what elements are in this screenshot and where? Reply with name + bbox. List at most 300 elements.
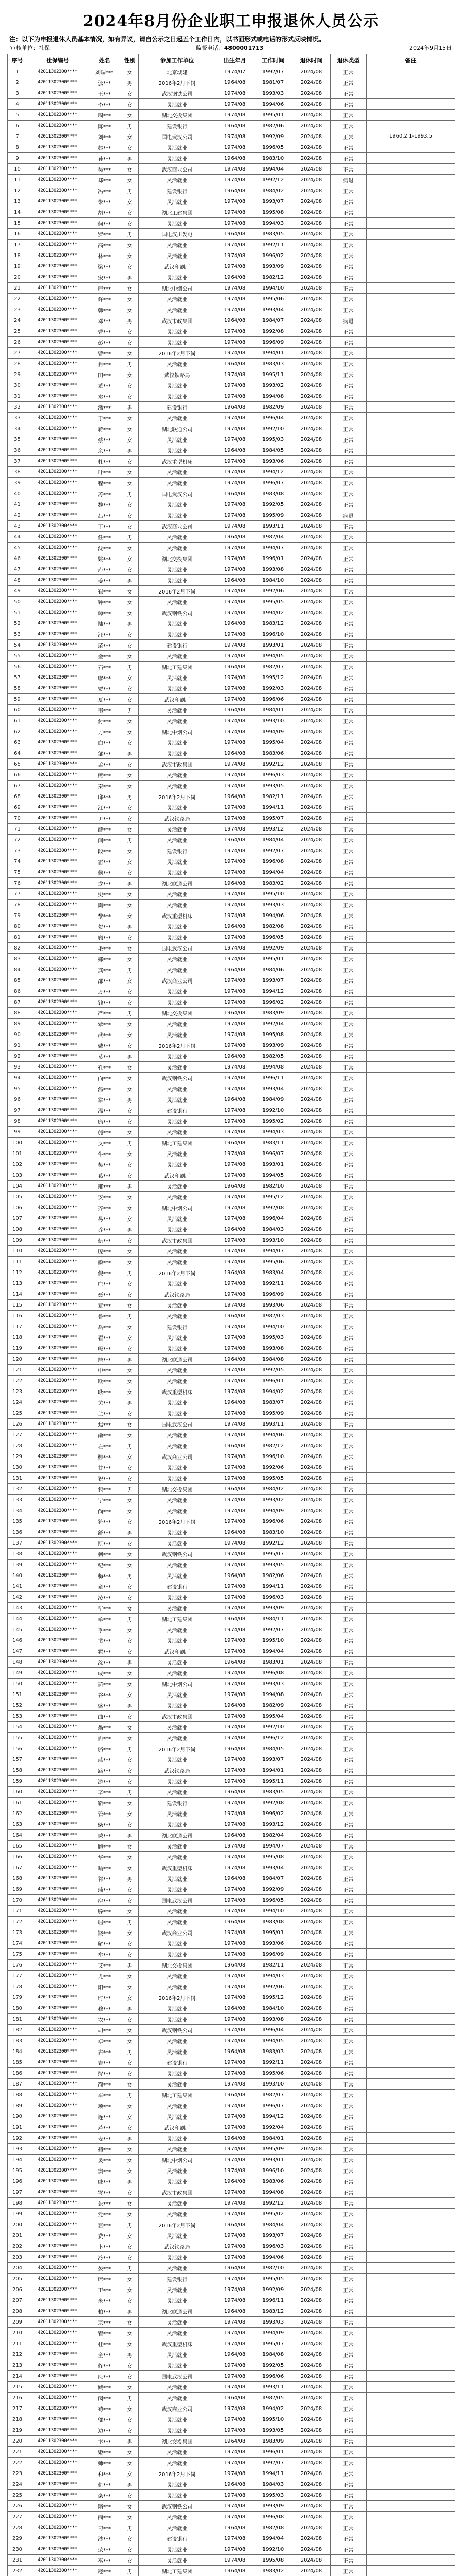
table-cell: 1974/08 [216,1733,254,1743]
table-cell: 42011302300**** [27,781,88,791]
table-cell: 解*** [88,1938,121,1949]
table-cell: 64 [8,748,27,759]
table-cell: 1993/10 [254,2079,292,2090]
table-cell: 42011302300**** [27,1927,88,1938]
table-cell: 沈*** [88,543,121,553]
table-cell: 正常 [331,66,367,77]
table-cell: 正常 [331,889,367,900]
table-cell: 正常 [331,434,367,445]
table-cell: 女 [121,1246,139,1257]
table-cell: 2024/08 [292,2447,331,2458]
table-cell: 1974/08 [216,543,254,553]
table-row [8,2155,455,2165]
table-cell: 1974/08 [216,1170,254,1181]
table-cell: 42011302300**** [27,964,88,975]
table-cell: 2024/08 [292,2328,331,2338]
table-cell: 易*** [88,1213,121,1224]
table-cell: 1964/08 [216,1657,254,1668]
table-cell: 党*** [88,2209,121,2219]
table-cell: 女 [121,294,139,304]
table-cell: 189 [8,2100,27,2111]
table-cell: 42011302300**** [27,1094,88,1105]
table-cell: 1974/08 [216,975,254,986]
table-cell: 42011302300**** [27,651,88,662]
table-row [8,1776,455,1787]
table-cell: 女 [121,1711,139,1722]
table-cell: 2024/08 [292,1830,331,1841]
table-cell: 灵活就业 [139,2252,216,2263]
table-cell: 1974/08 [216,900,254,910]
table-cell: 2024/08 [292,1440,331,1451]
table-cell: 正常 [331,2219,367,2230]
table-cell: 女 [121,1419,139,1430]
table-cell: 姬*** [88,2447,121,2458]
table-cell: 卞*** [88,2436,121,2447]
table-cell [367,1267,455,1278]
table-cell: 裴*** [88,1635,121,1646]
table-cell [367,1862,455,1873]
table-cell: 42011302300**** [27,1787,88,1798]
table-cell: 正常 [331,964,367,975]
table-cell: 1974/08 [216,932,254,943]
table-cell: 42011302300**** [27,2555,88,2566]
table-cell: 1974/08 [216,207,254,218]
table-cell: 42011302300**** [27,1397,88,1408]
table-cell: 42011302300**** [27,975,88,986]
table-cell: 1964/08 [216,1094,254,1105]
table-cell: 1982/09 [254,1700,292,1711]
table-cell: 1995/10 [254,889,292,900]
table-cell: 1984/01 [254,2133,292,2144]
table-cell: 1974/08 [216,1808,254,1819]
table-cell: 灵活就业 [139,2328,216,2338]
table-cell: 女 [121,1549,139,1560]
table-cell [367,1019,455,1029]
table-cell: 2024/08 [292,986,331,997]
table-row [8,99,455,110]
table-cell: 女 [121,932,139,943]
table-cell: 115 [8,1300,27,1311]
table-cell: 女 [121,2490,139,2501]
table-cell: 1974/08 [216,1148,254,1159]
table-row [8,597,455,607]
table-cell: 24 [8,315,27,326]
table-cell: 灵活就业 [139,683,216,694]
table-cell [367,1992,455,2003]
table-cell: 灵活就业 [139,445,216,456]
table-cell: 210 [8,2328,27,2338]
table-cell: 舒*** [88,1527,121,1538]
table-cell: 祁*** [88,1873,121,1884]
table-cell: 灵活就业 [139,1624,216,1635]
table-cell: 56 [8,662,27,672]
table-cell [367,391,455,402]
table-cell: 1992/09 [254,943,292,954]
table-cell: 尤*** [88,1971,121,1981]
table-cell: 1982/11 [254,791,292,802]
table-cell: 127 [8,1430,27,1440]
table-cell: 正常 [331,142,367,153]
table-cell: 女 [121,1884,139,1895]
table-cell: 邬*** [88,2414,121,2425]
table-cell: 女 [121,1906,139,1917]
table-cell: 韦*** [88,705,121,716]
table-cell: 42011302300**** [27,1798,88,1808]
table-cell: 2024/08 [292,1679,331,1689]
table-cell: 正常 [331,2317,367,2328]
table-cell: 耿*** [88,1386,121,1397]
table-cell: 正常 [331,824,367,835]
table-cell: 2024/08 [292,1938,331,1949]
table-row [8,694,455,705]
table-cell: 罗*** [88,229,121,240]
table-cell: 女 [121,1040,139,1051]
table-cell: 1974/08 [216,867,254,878]
table-cell: 42011302300**** [27,1440,88,1451]
table-cell [367,586,455,597]
table-row [8,153,455,164]
table-cell: 2024/08 [292,1668,331,1679]
table-cell: 42011302300**** [27,1332,88,1343]
table-cell: 2024/08 [292,229,331,240]
table-cell: 2024/08 [292,304,331,315]
table-cell [367,845,455,856]
table-cell: 彭*** [88,337,121,348]
table-cell: 1983/12 [254,2306,292,2317]
table-cell: 42011302300**** [27,1029,88,1040]
table-row [8,250,455,261]
table-cell: 灵活就业 [139,1949,216,1960]
table-cell: 2024/08 [292,1624,331,1635]
table-row [8,1873,455,1884]
table-cell: 1974/08 [216,2198,254,2209]
table-cell: 1964/08 [216,1787,254,1798]
table-cell: 1995/10 [254,2414,292,2425]
table-cell: 2024/08 [292,1051,331,1062]
table-cell: 42011302300**** [27,543,88,553]
table-cell: 许*** [88,294,121,304]
table-cell: 男 [121,1743,139,1754]
table-cell: 建设银行 [139,2057,216,2068]
table-cell: 123 [8,1386,27,1397]
table-cell: 2016年2月下岗 [139,791,216,802]
table-row [8,1711,455,1722]
table-cell: 灵活就业 [139,672,216,683]
table-cell: 女 [121,2068,139,2079]
table-cell: 42011302300**** [27,2317,88,2328]
table-cell: 湖北中烟公司 [139,283,216,294]
table-cell: 1994/02 [254,1386,292,1397]
table-cell: 119 [8,1343,27,1354]
table-cell: 灵活就业 [139,1213,216,1224]
table-cell [367,2522,455,2533]
table-cell: 2024/08 [292,2436,331,2447]
table-cell [367,121,455,131]
table-cell: 男 [121,2479,139,2490]
table-cell: 1974/08 [216,889,254,900]
table-cell: 灵活就业 [139,2490,216,2501]
table-cell: 182 [8,2025,27,2036]
table-cell [367,2122,455,2133]
table-cell: 灵活就业 [139,294,216,304]
table-cell: 钱*** [88,997,121,1008]
table-row [8,662,455,672]
table-cell: 宋*** [88,272,121,283]
table-cell: 正常 [331,2165,367,2176]
table-cell: 139 [8,1560,27,1570]
table-row [8,629,455,640]
table-row [8,1181,455,1192]
table-cell: 女 [121,1473,139,1484]
table-cell: 192 [8,2133,27,2144]
table-cell: 42011302300**** [27,175,88,185]
table-cell: 1964/08 [216,878,254,889]
table-cell [367,640,455,651]
table-cell: 隋*** [88,2501,121,2512]
table-cell: 1995/02 [254,1116,292,1127]
table-cell: 202 [8,2241,27,2252]
table-cell: 1992/12 [254,2198,292,2209]
table-cell: 1994/12 [254,986,292,997]
table-cell: 滕*** [88,1906,121,1917]
table-cell: 2024/08 [292,1614,331,1624]
table-cell: 1974/08 [216,781,254,791]
table-cell: 1982/08 [254,2522,292,2533]
table-cell [367,1960,455,1971]
table-cell: 正常 [331,921,367,932]
table-cell: 42011302300**** [27,921,88,932]
table-cell: 正常 [331,2057,367,2068]
table-cell: 女 [121,1679,139,1689]
table-cell: 1974/08 [216,802,254,813]
table-cell: 国电武汉公司 [139,131,216,142]
table-cell: 2024/08 [292,1743,331,1754]
table-cell: 正常 [331,2014,367,2025]
table-cell: 42011302300**** [27,2490,88,2501]
table-cell: 42011302300**** [27,2479,88,2490]
table-cell: 男 [121,229,139,240]
table-cell: 82 [8,943,27,954]
table-cell: 男 [121,2046,139,2057]
table-cell: 114 [8,1289,27,1300]
table-cell: 正常 [331,597,367,607]
table-cell: 武汉印刷厂 [139,1170,216,1181]
table-row [8,1246,455,1257]
table-cell: 42011302300**** [27,932,88,943]
table-cell: 灵活就业 [139,499,216,510]
table-row [8,369,455,380]
table-cell: 灵活就业 [139,1938,216,1949]
header-cell: 性别 [121,54,139,66]
table-cell: 简*** [88,2079,121,2090]
table-cell: 男 [121,121,139,131]
table-cell: 男 [121,359,139,369]
table-cell: 1974/08 [216,672,254,683]
table-cell: 2024/08 [292,2263,331,2274]
table-cell: 1996/08 [254,856,292,867]
table-cell: 女 [121,142,139,153]
table-row [8,2501,455,2512]
table-cell: 樊*** [88,1159,121,1170]
table-cell: 正常 [331,2263,367,2274]
table-row [8,434,455,445]
table-cell: 42011302300**** [27,1852,88,1862]
table-cell: 灵活就业 [139,2512,216,2522]
table-cell: 2024/08 [292,1278,331,1289]
table-cell: 女 [121,986,139,997]
table-cell: 2024/08 [292,1570,331,1581]
table-cell: 灵活就业 [139,2447,216,2458]
table-cell: 2024/08 [292,423,331,434]
table-cell: 男 [121,2306,139,2317]
table-cell: 正常 [331,1927,367,1938]
table-row [8,1787,455,1798]
table-cell: 武汉钢铁公司 [139,1549,216,1560]
table-cell: 正常 [331,2479,367,2490]
table-cell: 1995/05 [254,1473,292,1484]
table-cell: 42011302300**** [27,878,88,889]
table-cell: 1974/08 [216,1722,254,1733]
table-cell: 病退 [331,175,367,185]
table-cell: 227 [8,2512,27,2522]
table-cell: 42011302300**** [27,164,88,175]
table-cell: 正常 [331,1971,367,1981]
table-cell [367,2133,455,2144]
table-cell: 42011302300**** [27,272,88,283]
table-row [8,586,455,597]
table-cell: 女 [121,369,139,380]
page-title: 2024年8月份企业职工申报退休人员公示 [82,12,380,30]
table-cell: 曲*** [88,1711,121,1722]
table-cell: 1974/08 [216,348,254,359]
table-cell: 牛*** [88,1148,121,1159]
table-cell: 建设银行 [139,1581,216,1592]
table-cell: 灵活就业 [139,1570,216,1581]
table-cell: 1992/06 [254,1981,292,1992]
table-cell: 42011302300**** [27,1971,88,1981]
table-cell [367,445,455,456]
supervision-phone [196,44,264,53]
table-cell: 灵活就业 [139,1668,216,1679]
table-cell: 1974/08 [216,380,254,391]
table-cell: 正常 [331,1127,367,1138]
table-cell: 36 [8,445,27,456]
table-row [8,1116,455,1127]
table-cell: 男 [121,2436,139,2447]
table-row [8,164,455,175]
table-cell: 1996/12 [254,1733,292,1743]
table-row [8,272,455,283]
table-cell: 灵活就业 [139,1754,216,1765]
table-cell [367,975,455,986]
table-cell: 2 [8,77,27,88]
table-cell [367,315,455,326]
table-cell: 女 [121,1808,139,1819]
table-cell: 1995/09 [254,1408,292,1419]
table-cell: 1974/08 [216,1040,254,1051]
table-cell [367,1192,455,1202]
table-cell [367,261,455,272]
table-cell: 1995/07 [254,1549,292,1560]
table-cell: 女 [121,1938,139,1949]
table-cell: 168 [8,1873,27,1884]
table-row [8,445,455,456]
table-cell: 武汉商业公司 [139,164,216,175]
table-cell: 蒋*** [88,423,121,434]
table-cell: 1974/08 [216,423,254,434]
table-cell: 1984/10 [254,2003,292,2014]
table-cell: 女 [121,337,139,348]
table-cell: 2024/08 [292,2230,331,2241]
table-row [8,705,455,716]
table-cell: 正常 [331,2252,367,2263]
table-cell: 灵活就业 [139,1776,216,1787]
table-cell: 42011302300**** [27,434,88,445]
table-row [8,1733,455,1743]
table-cell [367,2414,455,2425]
table-cell: 1993/12 [254,824,292,835]
table-cell: 仇*** [88,2479,121,2490]
table-cell: 成*** [88,1668,121,1679]
table-cell [367,1668,455,1679]
table-cell: 1996/01 [254,2447,292,2458]
table-cell: 42011302300**** [27,521,88,532]
table-cell: 湖北中烟公司 [139,726,216,737]
table-cell: 2024/08 [292,1906,331,1917]
table-cell [367,1527,455,1538]
table-cell: 2024/08 [292,88,331,99]
table-cell: 2024/08 [292,1841,331,1852]
table-cell: 贺*** [88,921,121,932]
table-row [8,77,455,88]
table-row [8,196,455,207]
table-cell: 87 [8,997,27,1008]
table-cell: 男 [121,77,139,88]
table-cell: 灵活就业 [139,1852,216,1862]
table-cell: 湖北联通公司 [139,1354,216,1365]
table-cell: 正常 [331,1116,367,1127]
table-cell: 灵活就业 [139,1906,216,1917]
table-cell: 女 [121,597,139,607]
table-row [8,640,455,651]
table-cell: 女 [121,770,139,781]
table-cell: 1974/08 [216,413,254,423]
table-row [8,889,455,900]
table-cell: 2024/08 [292,1419,331,1430]
table-cell: 1964/08 [216,2046,254,2057]
table-cell: 瞿*** [88,2328,121,2338]
table-cell: 85 [8,975,27,986]
table-cell: 42011302300**** [27,315,88,326]
table-row [8,1614,455,1624]
table-cell: 祝*** [88,1473,121,1484]
table-cell: 男 [121,1224,139,1235]
table-cell: 2024/08 [292,856,331,867]
table-cell: 朱*** [88,196,121,207]
table-cell [367,359,455,369]
table-cell: 时*** [88,1992,121,2003]
table-cell [367,2512,455,2522]
table-cell: 42011302300**** [27,2436,88,2447]
table-cell [367,1852,455,1862]
table-cell: 正常 [331,1376,367,1386]
table-cell [367,1538,455,1549]
table-row [8,2403,455,2414]
table-cell: 1964/08 [216,1267,254,1278]
table-cell: 正常 [331,867,367,878]
table-cell: 124 [8,1397,27,1408]
table-cell: 正常 [331,2198,367,2209]
